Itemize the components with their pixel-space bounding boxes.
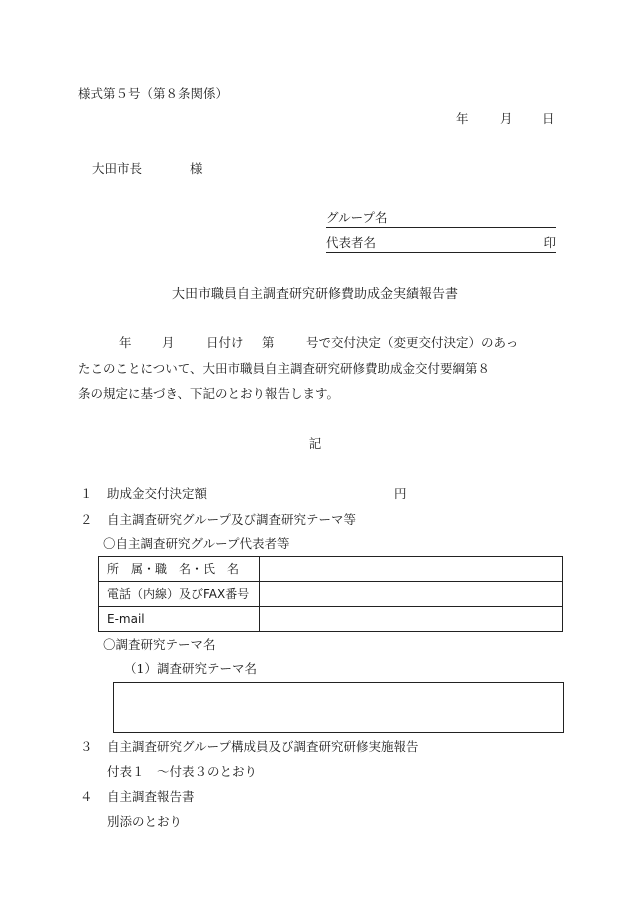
table-row bbox=[99, 557, 563, 582]
item4-label: 自主調査報告書 bbox=[107, 789, 195, 804]
item2-subheading-representative: 〇自主調査研究グループ代表者等 bbox=[103, 536, 290, 551]
item3-label: 自主調査研究グループ構成員及び調査研究研修実施報告 bbox=[107, 739, 419, 754]
item1-number: １ bbox=[80, 486, 93, 501]
group-name-line[interactable] bbox=[326, 210, 556, 228]
theme-name-label: （1）調査研究テーマ名 bbox=[124, 661, 257, 676]
document-title: 大田市職員自主調査研究研修費助成金実績報告書 bbox=[171, 287, 458, 302]
seal-mark: 印 bbox=[543, 235, 556, 250]
item2-subheading-theme: 〇調査研究テーマ名 bbox=[103, 637, 216, 652]
form-number: 様式第５号（第８条関係） bbox=[78, 86, 229, 101]
row-label-email: E-mail bbox=[99, 607, 260, 632]
addressee-mayor: 大田市長 bbox=[92, 161, 143, 176]
ki-heading: 記 bbox=[308, 436, 322, 451]
item1-label: 助成金交付決定額 bbox=[107, 486, 208, 501]
item1-unit: 円 bbox=[394, 486, 407, 501]
body-day-dated: 日付け bbox=[206, 335, 244, 350]
table-row bbox=[99, 582, 563, 607]
affiliation-input-cell[interactable] bbox=[260, 557, 563, 582]
group-name-label: グループ名 bbox=[326, 210, 388, 225]
addressee-honorific: 様 bbox=[190, 161, 203, 176]
item2-label: 自主調査研究グループ及び調査研究テーマ等 bbox=[107, 512, 357, 527]
date-day: 日 bbox=[542, 111, 555, 126]
item2-number: ２ bbox=[80, 512, 93, 527]
body-line2: たこのことについて、大田市職員自主調査研究研修費助成金交付要綱第８ bbox=[78, 361, 491, 376]
email-input-cell[interactable] bbox=[260, 607, 563, 632]
table-row bbox=[99, 607, 563, 632]
phone-fax-input-cell[interactable] bbox=[260, 582, 563, 607]
item3-note: 付表１ ～付表３のとおり bbox=[107, 764, 258, 779]
item3-number: ３ bbox=[80, 739, 93, 754]
body-month: 月 bbox=[162, 335, 175, 350]
item4-number: ４ bbox=[80, 789, 93, 804]
body-number-prefix: 第 bbox=[262, 335, 275, 350]
body-line1-rest: 号で交付決定（変更交付決定）のあっ bbox=[306, 335, 519, 350]
date-year: 年 bbox=[456, 111, 469, 126]
body-year: 年 bbox=[119, 335, 132, 350]
item4-note: 別添のとおり bbox=[107, 814, 183, 829]
representative-name-label: 代表者名 bbox=[326, 235, 377, 250]
body-line3: 条の規定に基づき、下記のとおり報告します。 bbox=[78, 386, 340, 401]
representative-name-line[interactable] bbox=[326, 235, 556, 253]
date-month: 月 bbox=[500, 111, 513, 126]
theme-name-box[interactable] bbox=[113, 682, 564, 733]
row-label-phone-fax: 電話（内線）及びFAX番号 bbox=[99, 582, 260, 607]
row-label-affiliation: 所 属・職 名・氏 名 bbox=[99, 557, 260, 582]
representative-table bbox=[98, 556, 563, 632]
